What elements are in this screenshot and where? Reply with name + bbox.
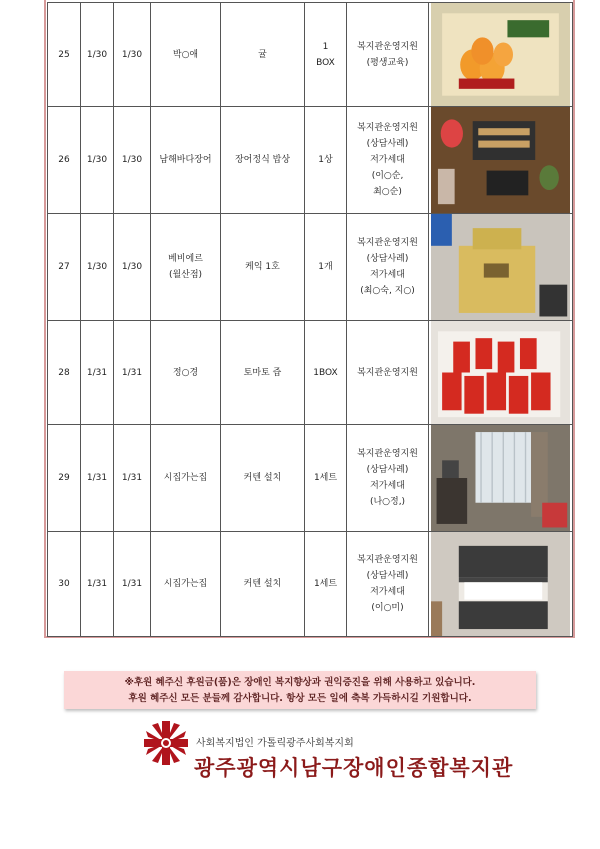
recipient-cell-line: 최○순) [373, 187, 402, 197]
photo-cell [429, 3, 573, 107]
item-cell [221, 107, 305, 214]
recipient-cell [347, 532, 429, 637]
used-date-cell: 1/31 [114, 425, 151, 532]
recipient-cell-line: (상담사례) [366, 139, 409, 149]
recipient-cell [347, 107, 429, 214]
item-cell [221, 3, 305, 107]
recipient-cell-line: 복지관운영지원 [357, 238, 418, 248]
quantity-cell-line: 1세트 [313, 473, 338, 483]
donor-cell [151, 3, 221, 107]
photo-cell [429, 425, 573, 532]
used-date-cell: 1/30 [114, 214, 151, 321]
quantity-cell [305, 532, 347, 637]
curtain-window-photo [431, 532, 570, 636]
donor-cell [151, 321, 221, 425]
recipient-cell-line: 저가세대 [370, 587, 405, 597]
donor-cell-line: 정○경 [172, 367, 199, 378]
table-row [48, 3, 573, 107]
item-cell-line: 귤 [258, 49, 267, 60]
recipient-cell-line: (최○숙, 지○) [360, 286, 415, 296]
recipient-cell-line: (상담사례) [366, 465, 409, 475]
donor-cell [151, 425, 221, 532]
table-row [48, 214, 573, 321]
received-date-cell: 1/30 [81, 214, 114, 321]
recipient-cell-line: (이○순, [371, 171, 404, 181]
donor-cell-line: (월산점) [168, 270, 203, 280]
received-date-cell: 1/30 [81, 3, 114, 107]
donor-cell-line: 시집가는집 [163, 579, 208, 589]
quantity-cell-line: 1상 [318, 155, 333, 165]
table-row [48, 532, 573, 637]
used-date-cell: 1/31 [114, 321, 151, 425]
received-date-cell: 1/30 [81, 107, 114, 214]
item-cell [221, 321, 305, 425]
recipient-cell-line: (나○정,) [369, 497, 406, 507]
notice-line-1: ※후원 혜주신 후원금(품)은 장애인 복지향상과 권익증진을 위해 사용하고 있습니다. [124, 677, 476, 688]
recipient-cell-line: 저가세대 [370, 270, 405, 280]
cake-box-photo [431, 214, 570, 320]
row-number-cell: 29 [48, 425, 81, 532]
photo-cell [429, 532, 573, 637]
item-cell [221, 425, 305, 532]
item-cell [221, 214, 305, 321]
notice-line-2: 후원 혜주신 모든 분들께 감사합니다. 항상 모든 일에 축복 가득하시길 기원합니다. [128, 693, 472, 704]
item-cell-line: 커텐 설치 [243, 579, 282, 589]
tomato-juice-photo [431, 321, 570, 424]
donor-cell [151, 532, 221, 637]
row-number-cell: 27 [48, 214, 81, 321]
quantity-cell [305, 107, 347, 214]
recipient-cell [347, 3, 429, 107]
org-subtitle: 사회복지법인 가톨릭광주사회복지회 [196, 738, 354, 749]
quantity-cell [305, 214, 347, 321]
recipient-cell-line: (상담사례) [366, 571, 409, 581]
donor-cell-line: 박○애 [172, 49, 199, 60]
cross-logo-icon [142, 719, 190, 767]
recipient-cell-line: (평생교육) [366, 57, 409, 68]
recipient-cell-line: 저가세대 [370, 155, 405, 165]
item-cell [221, 532, 305, 637]
recipient-cell [347, 214, 429, 321]
donor-cell-line: 베비에르 [168, 254, 203, 264]
used-date-cell: 1/30 [114, 107, 151, 214]
row-number-cell: 25 [48, 3, 81, 107]
photo-cell [429, 214, 573, 321]
quantity-cell [305, 3, 347, 107]
row-number-cell: 26 [48, 107, 81, 214]
table-row [48, 425, 573, 532]
table-row [48, 321, 573, 425]
row-number-cell: 28 [48, 321, 81, 425]
curtain-room-photo [431, 425, 570, 531]
quantity-cell-line: 1세트 [313, 579, 338, 589]
item-cell-line: 케익 1호 [245, 262, 280, 272]
tangerine-box-photo [431, 3, 570, 106]
item-cell-line: 커텐 설치 [243, 473, 282, 483]
table-row [48, 107, 573, 214]
donation-table [47, 2, 573, 637]
recipient-cell-line: 저가세대 [370, 481, 405, 491]
org-name: 광주광역시남구장애인종합복지관 [194, 756, 514, 780]
quantity-cell-line: 1개 [318, 262, 333, 272]
recipient-cell [347, 321, 429, 425]
item-cell-line: 토마토 즙 [243, 367, 282, 378]
recipient-cell-line: 복지관운영지원 [357, 123, 418, 133]
donor-cell [151, 107, 221, 214]
received-date-cell: 1/31 [81, 532, 114, 637]
used-date-cell: 1/31 [114, 532, 151, 637]
notice-banner [64, 671, 536, 709]
used-date-cell: 1/30 [114, 3, 151, 107]
quantity-cell-line: 1 [322, 41, 329, 52]
recipient-cell-line: 복지관운영지원 [357, 41, 418, 52]
received-date-cell: 1/31 [81, 321, 114, 425]
quantity-cell-line: 1BOX [313, 367, 338, 378]
photo-cell [429, 321, 573, 425]
quantity-cell [305, 321, 347, 425]
donor-cell [151, 214, 221, 321]
eel-meal-photo [431, 107, 570, 213]
recipient-cell-line: 복지관운영지원 [357, 367, 418, 378]
donor-cell-line: 남해바다장어 [159, 155, 212, 165]
recipient-cell [347, 425, 429, 532]
received-date-cell: 1/31 [81, 425, 114, 532]
quantity-cell-line: BOX [316, 57, 335, 68]
recipient-cell-line: 복지관운영지원 [357, 449, 418, 459]
recipient-cell-line: (이○미) [371, 603, 404, 613]
recipient-cell-line: (상담사례) [366, 254, 409, 264]
item-cell-line: 장어정식 밥상 [234, 155, 291, 165]
row-number-cell: 30 [48, 532, 81, 637]
photo-cell [429, 107, 573, 214]
quantity-cell [305, 425, 347, 532]
recipient-cell-line: 복지관운영지원 [357, 555, 418, 565]
donor-cell-line: 시집가는집 [163, 473, 208, 483]
